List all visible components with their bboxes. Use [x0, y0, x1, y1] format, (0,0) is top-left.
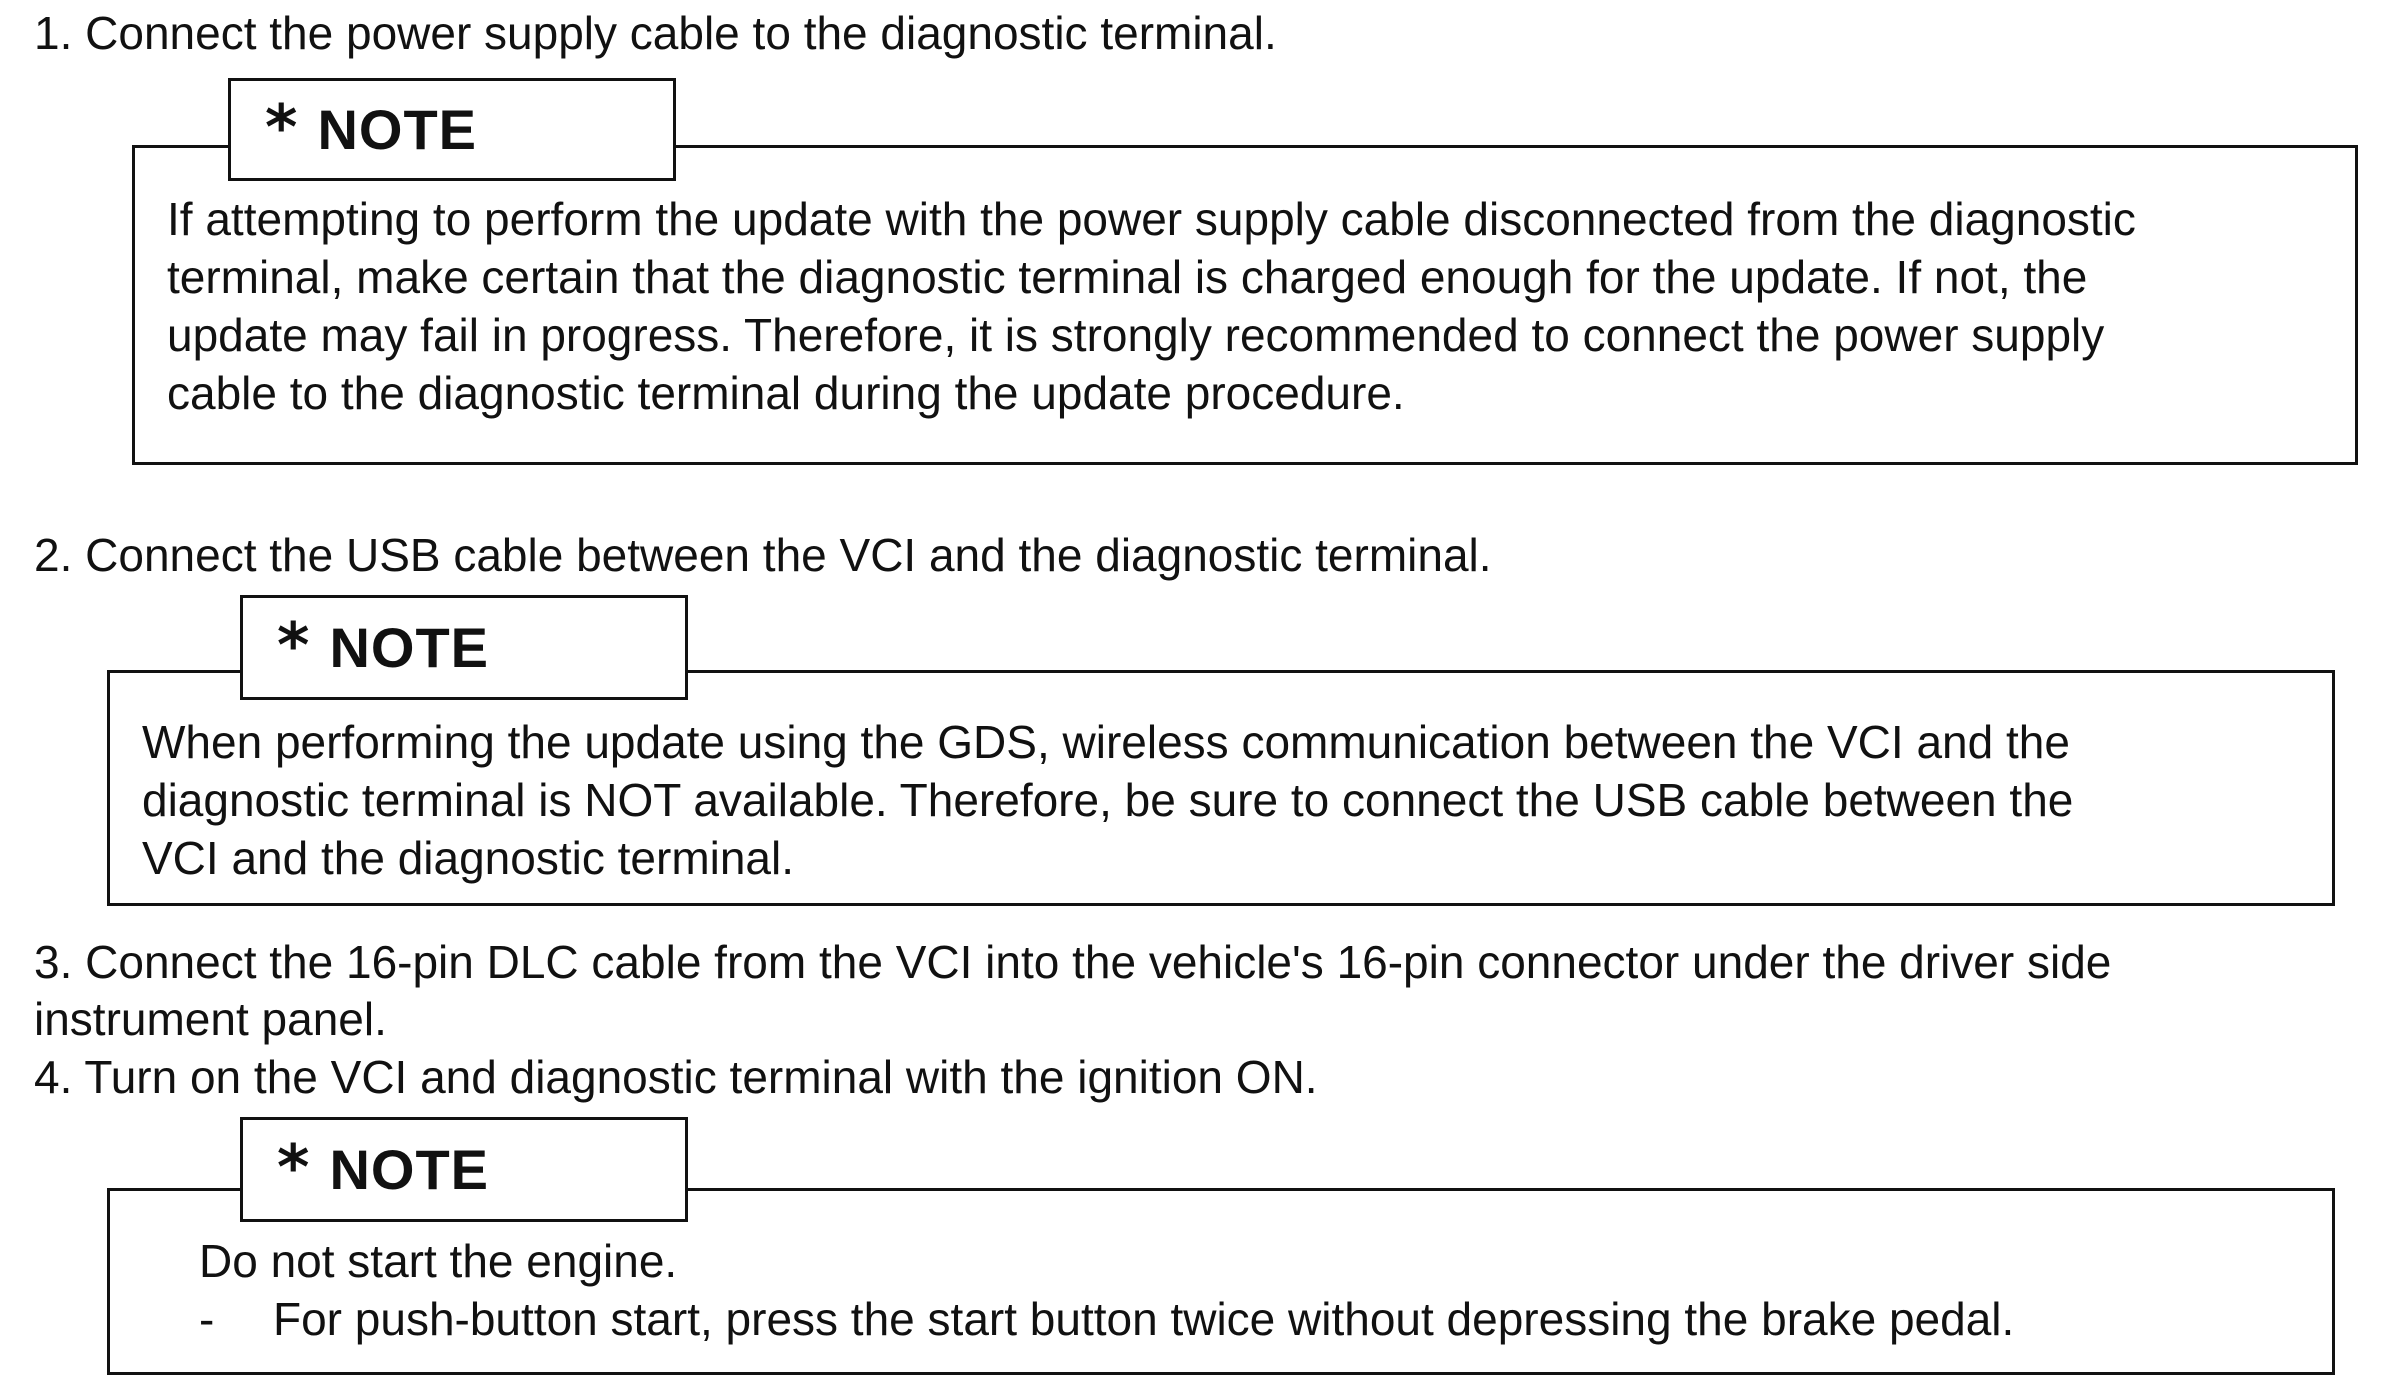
note-body-1 [167, 190, 2136, 422]
note-line: cable to the diagnostic terminal during the update procedure. [167, 367, 1405, 419]
step-3-continued: instrument panel. [34, 993, 387, 1045]
note-label: NOTE [329, 615, 489, 679]
note-line: VCI and the diagnostic terminal. [142, 832, 795, 884]
step-2: 2. Connect the USB cable between the VCI and the diagnostic terminal. [34, 529, 1492, 581]
note-label: NOTE [329, 1137, 489, 1201]
bullet-text: For push-button start, press the start button twice without depressing the brake pedal. [273, 1293, 2015, 1345]
asterisk-icon: * [277, 1130, 310, 1204]
note-line: Do not start the engine. [199, 1235, 678, 1287]
note-label: NOTE [317, 97, 477, 161]
note-line: diagnostic terminal is NOT available. Therefore, be sure to connect the USB cable between the [142, 774, 2074, 826]
note-line: terminal, make certain that the diagnostic terminal is charged enough for the update. If not, the [167, 251, 2088, 303]
note-line: When performing the update using the GDS, wireless communication between the VCI and the [142, 716, 2070, 768]
note-line: update may fail in progress. Therefore, it is strongly recommended to connect the power supply [167, 309, 2105, 361]
bullet-item [199, 1290, 2014, 1348]
note-line: If attempting to perform the update with the power supply cable disconnected from the diagnostic [167, 193, 2136, 245]
note-header-1 [228, 78, 676, 181]
note-header-3 [240, 1117, 688, 1222]
asterisk-icon: * [277, 608, 310, 682]
asterisk-icon: * [265, 90, 298, 164]
note-header-2 [240, 595, 688, 700]
step-4: 4. Turn on the VCI and diagnostic terminal with the ignition ON. [34, 1051, 1318, 1103]
step-1: 1. Connect the power supply cable to the diagnostic terminal. [34, 7, 1277, 59]
bullet-dash: - [199, 1293, 215, 1345]
note-body-2 [142, 713, 2073, 887]
step-3: 3. Connect the 16-pin DLC cable from the VCI into the vehicle's 16-pin connector under the driver side [34, 936, 2112, 988]
note-body-3 [199, 1232, 2014, 1348]
